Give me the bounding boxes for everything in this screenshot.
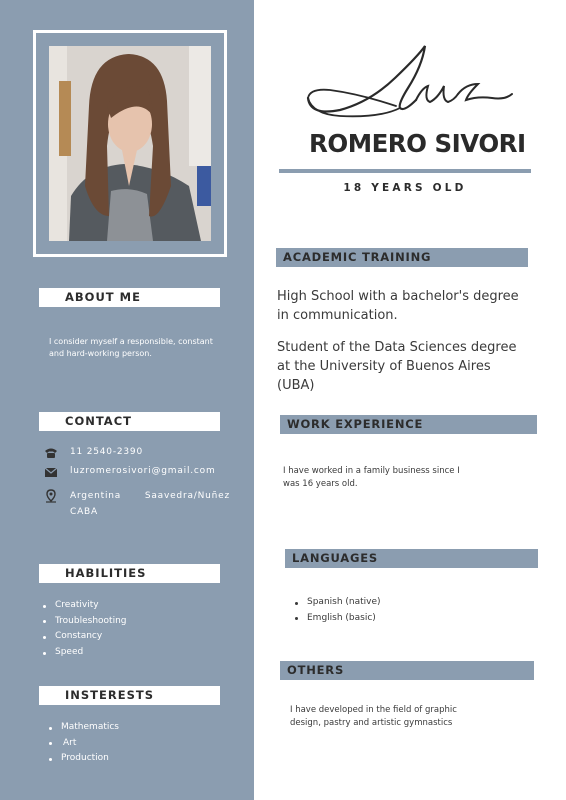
surname: ROMERO SIVORI <box>309 129 526 158</box>
email-address[interactable]: luzromerosivori@gmail.com <box>70 466 216 476</box>
list-item: Creativity <box>43 598 127 614</box>
languages-list <box>295 595 381 626</box>
academic-heading: ACADEMIC TRAINING <box>276 248 528 267</box>
academic-entry: Student of the Data Sciences degree at the University of Buenos Aires (UBA) <box>277 340 517 393</box>
list-item: Mathematics <box>49 720 119 736</box>
others-heading: OTHERS <box>280 661 534 680</box>
habilities-list <box>43 598 127 661</box>
phone-number: 11 2540-2390 <box>70 447 143 457</box>
list-item: Speed <box>43 645 127 661</box>
list-item: Art <box>49 736 119 752</box>
list-item: Constancy <box>43 629 127 645</box>
about-me-text: I consider myself a responsible, constant and hard-working person. <box>49 337 213 358</box>
habilities-heading: HABILITIES <box>39 564 220 583</box>
academic-entry: High School with a bachelor's degree in communication. <box>277 289 519 323</box>
profile-photo <box>49 46 211 241</box>
profile-photo-frame <box>33 30 227 257</box>
contact-heading: CONTACT <box>39 412 220 431</box>
mail-icon <box>44 463 58 475</box>
languages-heading: LANGUAGES <box>285 549 538 568</box>
phone-icon <box>44 444 58 456</box>
first-name-script <box>300 38 520 128</box>
work-heading: WORK EXPERIENCE <box>280 415 537 434</box>
work-text: I have worked in a family business since I was 16 years old. <box>283 466 460 489</box>
sidebar <box>0 0 254 800</box>
address-text: Argentina Saavedra/Nuñez CABA <box>70 491 230 517</box>
about-me-heading: ABOUT ME <box>39 288 220 307</box>
list-item: Production <box>49 751 119 767</box>
list-item: Emglish (basic) <box>295 611 381 627</box>
interests-list <box>49 720 119 767</box>
list-item: Spanish (native) <box>295 595 381 611</box>
others-text: I have developed in the field of graphic design, pastry and artistic gymnastics <box>290 705 457 728</box>
location-pin-icon <box>44 488 58 500</box>
list-item: Troubleshooting <box>43 614 127 630</box>
name-divider <box>279 169 531 173</box>
age-label: 18 YEARS OLD <box>343 182 467 194</box>
interests-heading: INSTERESTS <box>39 686 220 705</box>
